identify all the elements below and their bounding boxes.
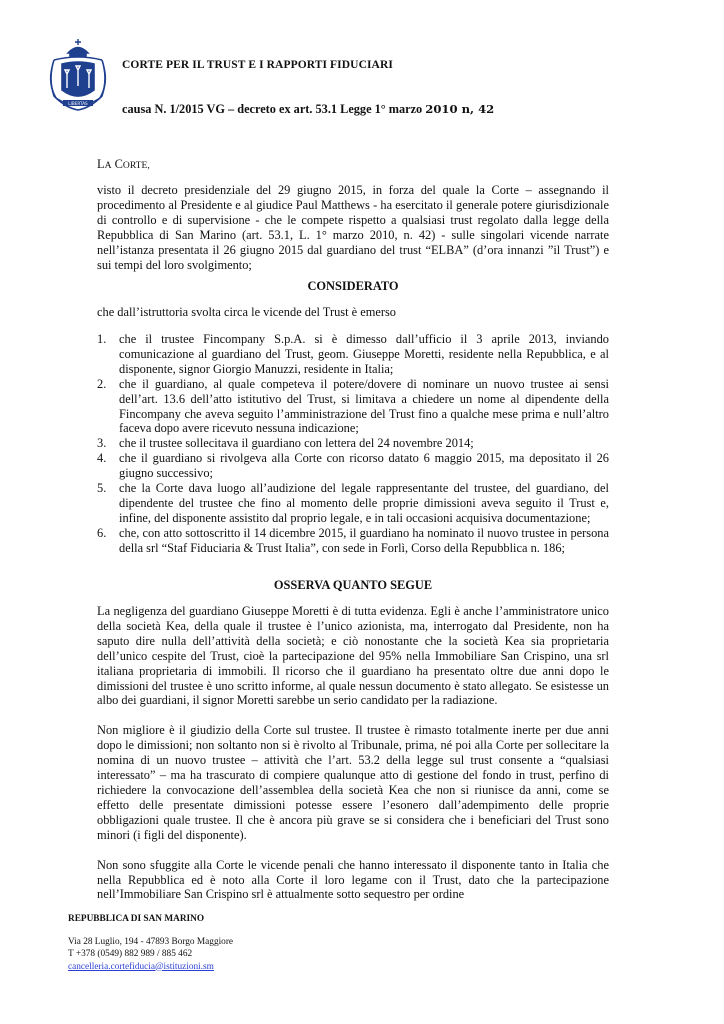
- list-number: 2.: [97, 376, 107, 391]
- list-text: che il trustee Fincompany S.p.A. si è dimesso dall’ufficio il 3 aprile 2013, inviando comunicazione al guardiano del Trust, geom. Giuseppe Moretti, residente nella Repubblica, e al disponente, signor Giorgio Manuzzi, residente in Italia;: [119, 332, 609, 376]
- case-reference-suffix: 2010 n, 42: [425, 102, 495, 116]
- list-text: che la Corte dava luogo all’audizione del legale rappresentante del trustee, del guardiano, del dipendente del trustee che fino al momento delle proprie dimissioni aveva seguito il Trust e, infine, del disponente assistito dal proprio legale, e in tali occasioni acquisiva documentazione;: [119, 481, 609, 525]
- list-number: 1.: [97, 332, 107, 346]
- intro-paragraph-block: [97, 183, 609, 272]
- list-item: [97, 436, 609, 451]
- intro-paragraph: visto il decreto presidenziale del 29 giugno 2015, in forza del quale la Corte – assegnando il procedimento al Presidente e al giudice Paul Matthews - ha esercitato il generale potere giurisdizionale di controllo e di supervisione - che le compete rispetto a qualsiasi trust regolato dalla legge della Repubblica di San Marino (art. 53.1, L. 1° marzo 2010, n. 42) - sulle singolari vicende narrate nell’istanza presentata il 26 giugno 2015 dal guardiano del trust “ELBA” (d’ora innanzi ”il Trust”) e sui tempi del loro svolgimento;: [97, 183, 609, 272]
- salutation-small: A: [104, 160, 112, 171]
- salutation-initial: L: [97, 157, 105, 171]
- section1-lead-block: [97, 305, 609, 320]
- observation-paragraph: La negligenza del guardiano Giuseppe Moretti è di tutta evidenza. Egli è anche l’amministratore unico della società Kea, della quale il trustee è l’unico azionista, ma, interrogato dal Presidente, non ha saputo dire nulla dell’attività della società; e ciò nonostante che la società Kea sia proprietaria dell’unico cespite del Trust, cioè la partecipazione del 95% nella Immobiliare San Crispino, una srl italiana proprietaria di immobili. Il ricorso che il guardiano ha presentato oltre due anni dopo le dimissioni del trustee è uno scritto informe, al quale nessun documento è stato allegato. Se esistesse un albo dei guardiani, il signor Moretti sarebbe un serio candidato per la radiazione.: [97, 604, 609, 708]
- footer-country: REPUBBLICA DI SAN MARINO: [68, 914, 205, 924]
- list-number: 3.: [97, 436, 107, 451]
- footer-address: Via 28 Luglio, 194 - 47893 Borgo Maggiore: [68, 937, 234, 948]
- list-item: [97, 377, 609, 437]
- list-text: che il trustee sollecitava il guardiano con lettera del 24 novembre 2014;: [119, 436, 474, 451]
- list-item: [97, 481, 609, 526]
- logo-ribbon-text: LIBERTAS: [68, 101, 88, 106]
- section1-lead: che dall’istruttoria svolta circa le vicende del Trust è emerso: [97, 305, 397, 319]
- findings-list-block: [97, 332, 609, 556]
- list-number: 5.: [97, 481, 107, 496]
- salutation-initial-2: C: [114, 157, 123, 171]
- observation-paragraph: Non migliore è il giudizio della Corte sul trustee. Il trustee è rimasto totalmente inerte per due anni dopo le dimissioni; non soltanto non si è rivolto al Tribunale, prima, né poi alla Corte per sollecitare la nomina di un nuovo trustee – attività che l’art. 53.2 della legge sul trust consente a “qualsiasi interessato” – ma ha trascurato di compiere qualunque atto di gestione del fondo in trust, perfino di richiedere la convocazione dell’assemblea della società Kea che non si riunisce da anni, come se effetto delle presentate dimissioni potesse essere l’esonero dall’adempimento delle proprie obbligazioni quale trustee. Il che è ancora più grave se si considera che i beneficiari del Trust sono minori (i figli del disponente).: [97, 723, 609, 842]
- footer: [68, 913, 233, 973]
- salutation: [97, 157, 150, 172]
- list-number: 6.: [97, 525, 107, 540]
- findings-list: [97, 332, 609, 556]
- court-name: CORTE PER IL TRUST E I RAPPORTI FIDUCIARI: [122, 59, 393, 71]
- footer-phone: T +378 (0549) 882 989 / 885 462: [68, 949, 193, 960]
- list-text: che il guardiano si rivolgeva alla Corte con ricorso datato 6 maggio 2015, ma depositato il 26 giugno successivo;: [119, 451, 609, 481]
- list-text: che, con atto sottoscritto il 14 dicembre 2015, il guardiano ha nominato il nuovo trustee in persona della srl “Staf Fiduciaria & Trust Italia”, con sede in Forlì, Corso della Repubblica n. 186;: [119, 525, 609, 555]
- list-item: [97, 332, 609, 377]
- section-heading-considerato: CONSIDERATO: [307, 279, 399, 293]
- list-item: [97, 526, 609, 556]
- observation-paragraph: Non sono sfuggite alla Corte le vicende penali che hanno interessato il disponente tanto in Italia che nella Repubblica ed è noto alla Corte il loro legame con il Trust, dato che la partecipazione nell’Immobiliare San Crispino srl è attualmente sotto sequestro per ordine: [97, 857, 609, 902]
- salutation-small-2: ORTE,: [122, 160, 150, 171]
- case-reference-prefix: causa N. 1/2015 VG – decreto ex art. 53.1 Legge 1° marzo: [122, 102, 426, 116]
- coat-of-arms-logo: [46, 38, 110, 114]
- list-text: che il guardiano, al quale competeva il potere/dovere di nominare un nuovo trustee ai sensi dell’art. 13.6 dell’atto istitutivo del Trust, si limitava a chiedere un nome al dipendente della Fincompany che aveva seguito l’amministrazione del Trust fino a qualche mese prima e null’altro faceva dopo avere ricevuto nessuna indicazione;: [119, 376, 609, 436]
- observations-block: [97, 604, 609, 902]
- case-reference: [122, 102, 494, 117]
- section-heading-osserva: OSSERVA QUANTO SEGUE: [273, 578, 433, 592]
- list-number: 4.: [97, 451, 107, 466]
- footer-email-link[interactable]: cancelleria.cortefiducia@istituzioni.sm: [68, 961, 214, 972]
- list-item: [97, 451, 609, 481]
